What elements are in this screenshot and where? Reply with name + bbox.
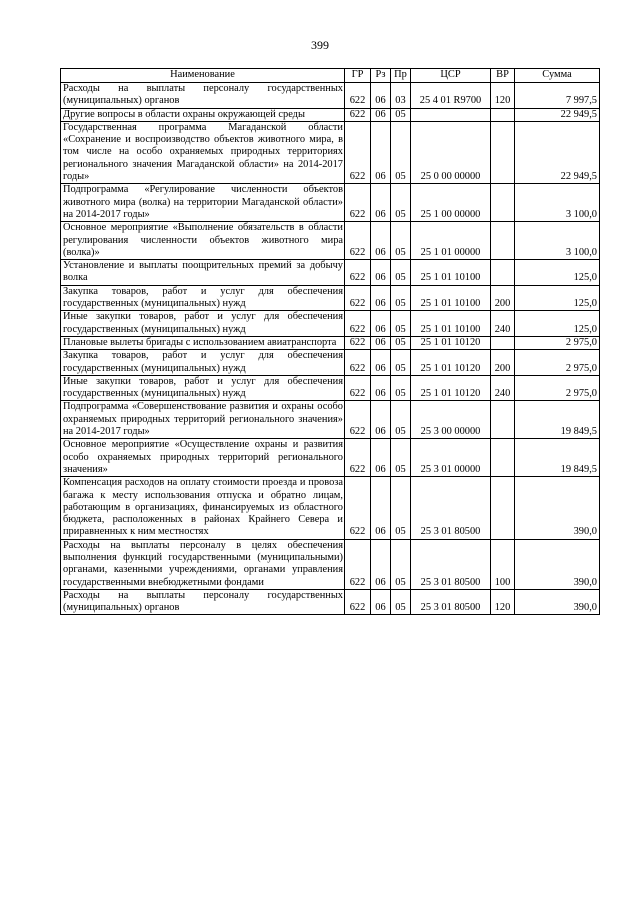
row-csr: 25 3 01 80500 bbox=[411, 477, 491, 539]
row-csr: 25 1 01 00000 bbox=[411, 222, 491, 260]
row-vr bbox=[491, 401, 515, 439]
row-pr: 05 bbox=[391, 108, 411, 121]
table-row bbox=[61, 539, 600, 589]
row-rz: 06 bbox=[371, 589, 391, 615]
row-pr: 05 bbox=[391, 336, 411, 349]
row-sum: 2 975,0 bbox=[515, 350, 600, 376]
row-name: Основное мероприятие «Осуществление охраны и развития особо охраняемых природных территорий регионального значения» bbox=[61, 439, 345, 477]
table-row bbox=[61, 285, 600, 311]
row-pr: 05 bbox=[391, 222, 411, 260]
row-vr: 200 bbox=[491, 350, 515, 376]
row-gr: 622 bbox=[345, 539, 371, 589]
row-rz: 06 bbox=[371, 222, 391, 260]
row-gr: 622 bbox=[345, 477, 371, 539]
row-csr: 25 4 01 R9700 bbox=[411, 83, 491, 109]
row-sum: 22 949,5 bbox=[515, 108, 600, 121]
row-rz: 06 bbox=[371, 184, 391, 222]
row-name: Расходы на выплаты персоналу государственных (муниципальных) органов bbox=[61, 589, 345, 615]
table-row bbox=[61, 108, 600, 121]
row-csr: 25 1 01 10100 bbox=[411, 285, 491, 311]
row-gr: 622 bbox=[345, 184, 371, 222]
row-name: Другие вопросы в области охраны окружающей среды bbox=[61, 108, 345, 121]
row-gr: 622 bbox=[345, 108, 371, 121]
header-name: Наименование bbox=[61, 69, 345, 83]
row-pr: 05 bbox=[391, 350, 411, 376]
row-sum: 390,0 bbox=[515, 477, 600, 539]
table-row bbox=[61, 589, 600, 615]
row-pr: 05 bbox=[391, 260, 411, 286]
row-name: Плановые вылеты бригады с использованием авиатранспорта bbox=[61, 336, 345, 349]
row-sum: 2 975,0 bbox=[515, 375, 600, 401]
row-csr: 25 0 00 00000 bbox=[411, 121, 491, 183]
row-csr: 25 1 01 10120 bbox=[411, 375, 491, 401]
row-vr: 100 bbox=[491, 539, 515, 589]
row-rz: 06 bbox=[371, 121, 391, 183]
row-vr bbox=[491, 439, 515, 477]
row-name: Подпрограмма «Совершенствование развития и охраны особо охраняемых природных территорий регионального значения» на 2014-2017 годы» bbox=[61, 401, 345, 439]
row-sum: 390,0 bbox=[515, 539, 600, 589]
row-name: Закупка товаров, работ и услуг для обеспечения государственных (муниципальных) нужд bbox=[61, 350, 345, 376]
row-pr: 05 bbox=[391, 184, 411, 222]
header-sum: Сумма bbox=[515, 69, 600, 83]
table-header-row bbox=[61, 69, 600, 83]
row-rz: 06 bbox=[371, 260, 391, 286]
row-vr bbox=[491, 477, 515, 539]
row-vr bbox=[491, 121, 515, 183]
row-pr: 05 bbox=[391, 439, 411, 477]
table-row bbox=[61, 477, 600, 539]
row-gr: 622 bbox=[345, 83, 371, 109]
row-gr: 622 bbox=[345, 350, 371, 376]
row-sum: 19 849,5 bbox=[515, 439, 600, 477]
table-row bbox=[61, 83, 600, 109]
table-row bbox=[61, 121, 600, 183]
row-csr: 25 3 01 00000 bbox=[411, 439, 491, 477]
row-csr: 25 1 01 10120 bbox=[411, 350, 491, 376]
row-pr: 05 bbox=[391, 121, 411, 183]
row-pr: 05 bbox=[391, 401, 411, 439]
row-vr bbox=[491, 260, 515, 286]
table-row bbox=[61, 222, 600, 260]
row-csr: 25 1 01 10100 bbox=[411, 311, 491, 337]
header-vr: ВР bbox=[491, 69, 515, 83]
row-csr: 25 3 00 00000 bbox=[411, 401, 491, 439]
row-gr: 622 bbox=[345, 311, 371, 337]
header-rz: Рз bbox=[371, 69, 391, 83]
row-vr bbox=[491, 108, 515, 121]
row-sum: 3 100,0 bbox=[515, 184, 600, 222]
row-csr: 25 1 00 00000 bbox=[411, 184, 491, 222]
row-name: Расходы на выплаты персоналу в целях обеспечения выполнения функций государственными (муниципальными) органами, казенными учреждениями, органами управления государственными внебюджетными фондами bbox=[61, 539, 345, 589]
row-vr: 120 bbox=[491, 589, 515, 615]
table-row bbox=[61, 401, 600, 439]
row-gr: 622 bbox=[345, 439, 371, 477]
table-row bbox=[61, 350, 600, 376]
row-sum: 3 100,0 bbox=[515, 222, 600, 260]
row-csr bbox=[411, 108, 491, 121]
row-sum: 390,0 bbox=[515, 589, 600, 615]
row-vr bbox=[491, 222, 515, 260]
row-rz: 06 bbox=[371, 350, 391, 376]
header-pr: Пр bbox=[391, 69, 411, 83]
row-name: Основное мероприятие «Выполнение обязательств в области регулирования численности объектов животного мира (волка)» bbox=[61, 222, 345, 260]
row-vr: 240 bbox=[491, 311, 515, 337]
row-name: Государственная программа Магаданской области «Сохранение и воспроизводство объектов животного мира, в том числе на особо охраняемых природных территориях регионального значения Магаданской области» на 2014-2017 годы» bbox=[61, 121, 345, 183]
row-csr: 25 1 01 10100 bbox=[411, 260, 491, 286]
row-rz: 06 bbox=[371, 336, 391, 349]
row-name: Подпрограмма «Регулирование численности объектов животного мира (волка) на территории Магаданской области» на 2014-2017 годы» bbox=[61, 184, 345, 222]
row-vr: 200 bbox=[491, 285, 515, 311]
row-rz: 06 bbox=[371, 439, 391, 477]
row-sum: 125,0 bbox=[515, 311, 600, 337]
row-rz: 06 bbox=[371, 83, 391, 109]
header-csr: ЦСР bbox=[411, 69, 491, 83]
row-rz: 06 bbox=[371, 477, 391, 539]
table-row bbox=[61, 311, 600, 337]
table-row bbox=[61, 439, 600, 477]
row-name: Иные закупки товаров, работ и услуг для обеспечения государственных (муниципальных) нужд bbox=[61, 311, 345, 337]
row-gr: 622 bbox=[345, 260, 371, 286]
row-name: Компенсация расходов на оплату стоимости проезда и провоза багажа к месту использования отпуска и обратно лицам, работающим в организациях, финансируемых из областного бюджета, расположенных в районах Крайнего Севера и приравненных к ним местностях bbox=[61, 477, 345, 539]
row-sum: 22 949,5 bbox=[515, 121, 600, 183]
page-number: 399 bbox=[311, 38, 329, 52]
row-gr: 622 bbox=[345, 375, 371, 401]
row-gr: 622 bbox=[345, 336, 371, 349]
budget-table bbox=[60, 68, 600, 615]
row-sum: 125,0 bbox=[515, 260, 600, 286]
row-pr: 05 bbox=[391, 285, 411, 311]
row-pr: 05 bbox=[391, 375, 411, 401]
row-pr: 05 bbox=[391, 311, 411, 337]
row-pr: 03 bbox=[391, 83, 411, 109]
row-sum: 2 975,0 bbox=[515, 336, 600, 349]
row-rz: 06 bbox=[371, 311, 391, 337]
row-vr bbox=[491, 336, 515, 349]
row-rz: 06 bbox=[371, 401, 391, 439]
row-pr: 05 bbox=[391, 539, 411, 589]
row-rz: 06 bbox=[371, 285, 391, 311]
row-gr: 622 bbox=[345, 401, 371, 439]
row-sum: 7 997,5 bbox=[515, 83, 600, 109]
table-row bbox=[61, 375, 600, 401]
table-row bbox=[61, 184, 600, 222]
row-csr: 25 3 01 80500 bbox=[411, 539, 491, 589]
row-csr: 25 3 01 80500 bbox=[411, 589, 491, 615]
header-gr: ГР bbox=[345, 69, 371, 83]
row-sum: 125,0 bbox=[515, 285, 600, 311]
row-csr: 25 1 01 10120 bbox=[411, 336, 491, 349]
row-vr: 240 bbox=[491, 375, 515, 401]
row-rz: 06 bbox=[371, 539, 391, 589]
table-row bbox=[61, 260, 600, 286]
row-name: Иные закупки товаров, работ и услуг для обеспечения государственных (муниципальных) нужд bbox=[61, 375, 345, 401]
row-name: Установление и выплаты поощрительных премий за добычу волка bbox=[61, 260, 345, 286]
row-vr: 120 bbox=[491, 83, 515, 109]
row-pr: 05 bbox=[391, 477, 411, 539]
row-gr: 622 bbox=[345, 589, 371, 615]
row-pr: 05 bbox=[391, 589, 411, 615]
row-gr: 622 bbox=[345, 222, 371, 260]
row-gr: 622 bbox=[345, 285, 371, 311]
row-rz: 06 bbox=[371, 108, 391, 121]
row-gr: 622 bbox=[345, 121, 371, 183]
row-sum: 19 849,5 bbox=[515, 401, 600, 439]
table-row bbox=[61, 336, 600, 349]
row-name: Расходы на выплаты персоналу государственных (муниципальных) органов bbox=[61, 83, 345, 109]
row-name: Закупка товаров, работ и услуг для обеспечения государственных (муниципальных) нужд bbox=[61, 285, 345, 311]
row-vr bbox=[491, 184, 515, 222]
row-rz: 06 bbox=[371, 375, 391, 401]
